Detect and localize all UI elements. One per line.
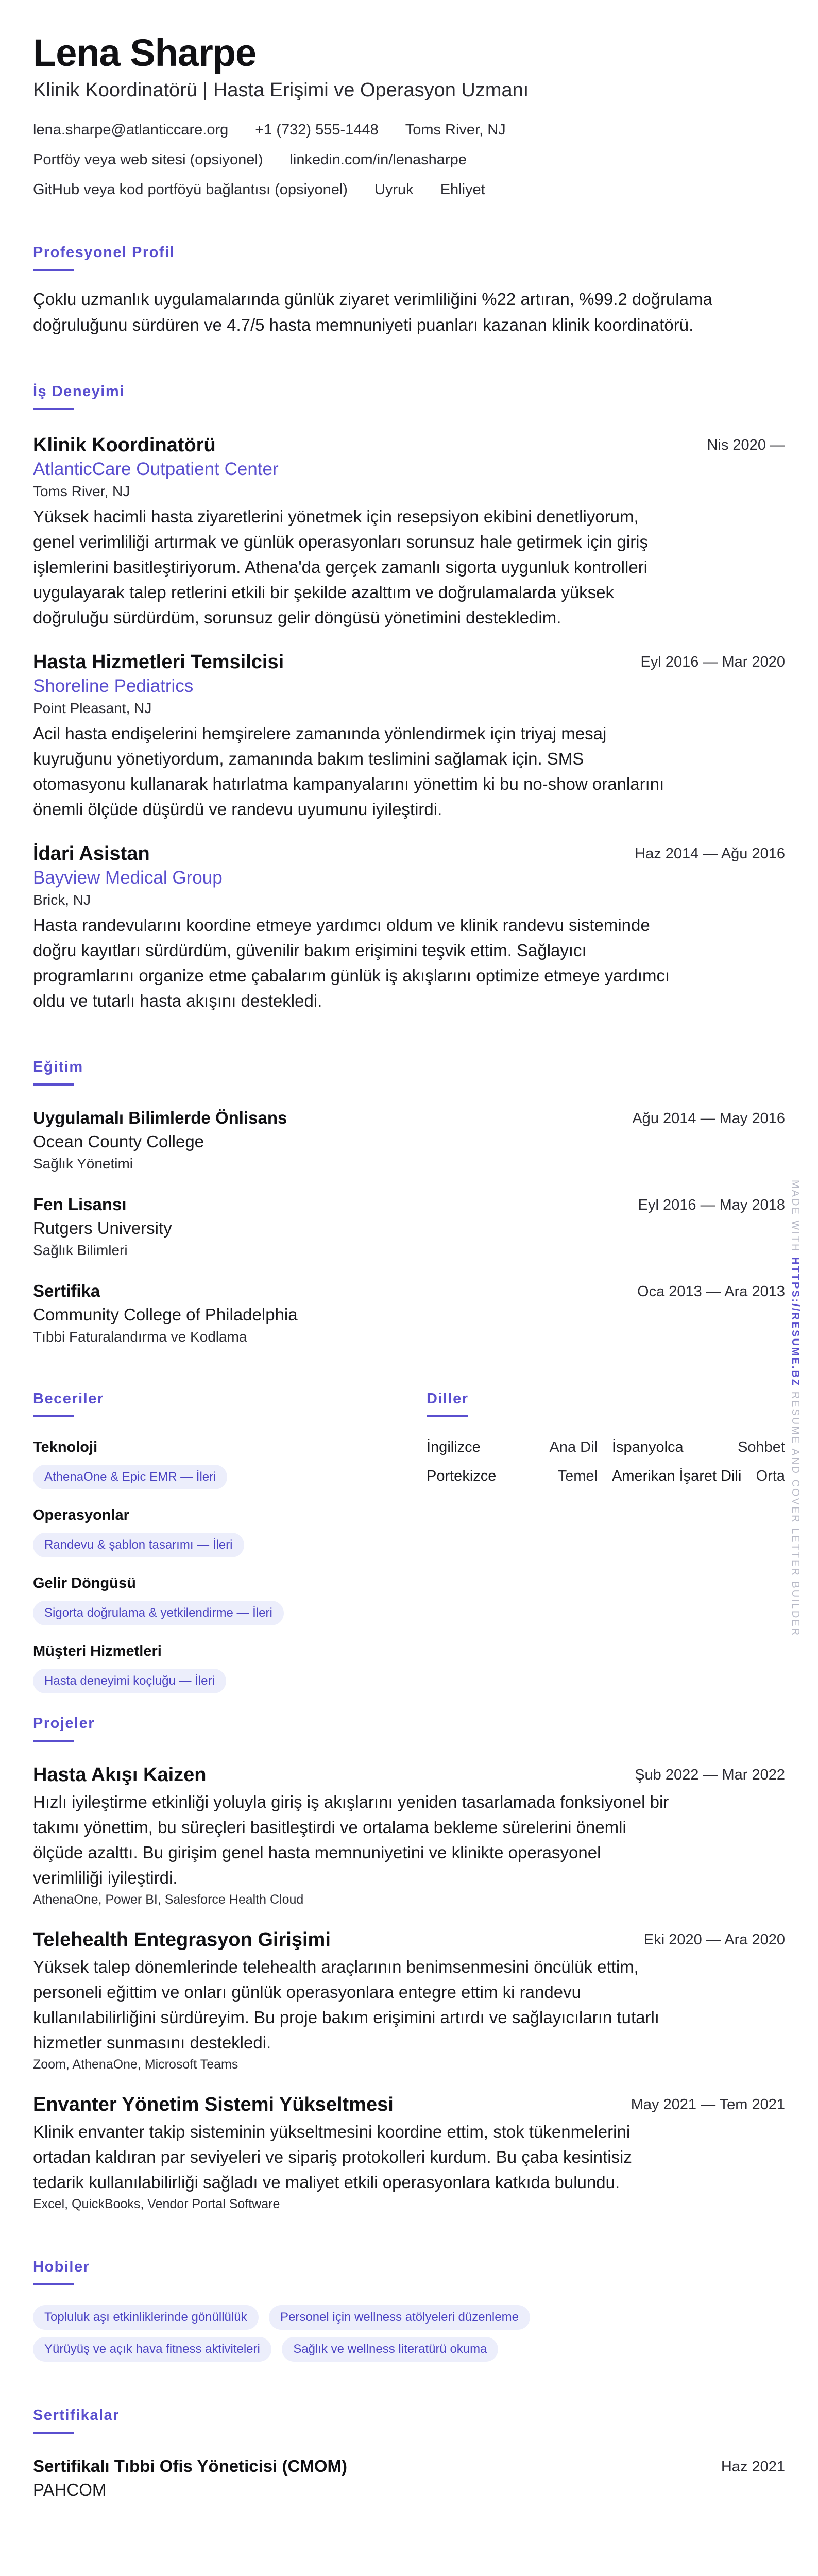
skill-pill: Sigorta doğrulama & yetkilendirme — İleri xyxy=(33,1601,284,1625)
education-school: Ocean County College xyxy=(33,1132,204,1151)
hobby-list xyxy=(33,2298,651,2362)
skill-category: Teknoloji xyxy=(33,1439,98,1455)
project-description: Klinik envanter takip sisteminin yükseltmesini koordine ettim, stok tükenmelerini ortadan kaldıran par seviyeleri ve sipariş protokolleri kurdum. Bu çaba kesintisiz tedarik kullanılabilirliği sağladı ve maliyet etkili operasyonlara katkıda bulundu. xyxy=(33,2122,632,2192)
skill-category: Müşteri Hizmetleri xyxy=(33,1643,162,1659)
hobby-pill: Topluluk aşı etkinliklerinde gönüllülük xyxy=(33,2305,259,2330)
section-title-skills: Beceriler xyxy=(33,1391,104,1407)
skill-group xyxy=(33,1437,414,1489)
certification-entry xyxy=(33,2454,785,2502)
certification-title: Sertifikalı Tıbbi Ofis Yöneticisi (CMOM) xyxy=(33,2456,347,2476)
resume-content xyxy=(33,31,785,2502)
job-employer: AtlanticCare Outpatient Center xyxy=(33,459,279,479)
experience-entry xyxy=(33,841,785,1013)
education-dates: Ağu 2014 — May 2016 xyxy=(632,1110,785,1127)
language-name: Portekizce xyxy=(427,1468,497,1484)
project-description: Hızlı iyileştirme etkinliği yoluyla giriş iş akışlarını yeniden tasarlamada fonksiyonel bir takımı yönettim, bu süreçleri basitleştirdi ve ortalama bekleme sürelerini önemli ölçüde azalttı. Bu girişim genel hasta memnuniyetini ve klinikte operasyonel verimliliği iyileştirdi. xyxy=(33,1792,669,1887)
hobbies-section xyxy=(33,2258,785,2362)
profile-summary: Çoklu uzmanlık uygulamalarında günlük ziyaret verimliliğini %22 artıran, %99.2 doğrulama doğruluğunu sürdüren ve 4.7/5 hasta memnuniyeti puanları kazanan klinik koordinatörü. xyxy=(33,290,712,334)
experience-section xyxy=(33,382,785,1013)
profile-section xyxy=(33,243,785,338)
education-dates: Eyl 2016 — May 2018 xyxy=(638,1197,785,1213)
education-school: Rutgers University xyxy=(33,1218,172,1238)
project-title: Envanter Yönetim Sistemi Yükseltmesi xyxy=(33,2094,394,2115)
contact-info xyxy=(33,120,785,200)
builder-watermark xyxy=(789,1180,802,1637)
contact-license: Ehliyet xyxy=(440,181,485,198)
skills-languages-row xyxy=(33,1389,785,1704)
hobby-pill: Sağlık ve wellness literatürü okuma xyxy=(282,2337,498,2362)
section-title-projects: Projeler xyxy=(33,1715,95,1732)
skill-pill: AthenaOne & Epic EMR — İleri xyxy=(33,1465,227,1489)
certification-issuer: PAHCOM xyxy=(33,2480,107,2499)
contact-website[interactable]: Portföy veya web sitesi (opsiyonel) xyxy=(33,151,263,168)
skill-group xyxy=(33,1505,414,1557)
project-description: Yüksek talep dönemlerinde telehealth araçlarının benimsenmesini öncülük ettim, personeli eğittim ve onları günlük operasyonlara entegre ettim ki randevu kullanılabilirliğini sürdüreyim. Bu proje bakım erişimini artırdı ve sağlayıcıların tutarlı hizmetler sunmasını destekledi. xyxy=(33,1957,659,2052)
languages-section xyxy=(427,1389,785,1493)
section-divider xyxy=(33,1740,74,1742)
education-field: Sağlık Yönetimi xyxy=(33,1156,133,1172)
skill-pill: Hasta deneyimi koçluğu — İleri xyxy=(33,1669,226,1693)
job-employer: Shoreline Pediatrics xyxy=(33,676,194,696)
candidate-name: Lena Sharpe xyxy=(33,31,257,74)
watermark-suffix: RESUME AND COVER LETTER BUILDER xyxy=(790,1391,801,1637)
project-dates: Şub 2022 — Mar 2022 xyxy=(635,1767,785,1783)
skills-section xyxy=(33,1389,414,1693)
section-title-experience: İş Deneyimi xyxy=(33,383,125,400)
candidate-headline: Klinik Koordinatörü | Hasta Erişimi ve Operasyon Uzmanı xyxy=(33,79,529,101)
contact-email[interactable]: lena.sharpe@atlanticcare.org xyxy=(33,122,229,138)
skill-category: Gelir Döngüsü xyxy=(33,1575,136,1591)
hobby-pill: Yürüyüş ve açık hava fitness aktiviteleri xyxy=(33,2337,271,2362)
language-level: Sohbet xyxy=(738,1439,785,1455)
projects-section xyxy=(33,1714,785,2213)
language-name: İspanyolca xyxy=(612,1439,684,1455)
job-location: Toms River, NJ xyxy=(33,483,130,499)
project-entry xyxy=(33,1927,785,2074)
job-description: Hasta randevularını koordine etmeye yardımcı oldum ve klinik randevu sisteminde doğru kayıtları sürdürdüm, güvenilir bakım erişimini teşvik ettim. Sağlayıcı programlarını organize etme çabalarım günlük iş akışlarını optimize etmeye yardımcı oldu ve tutarlı hasta akışını destekledi. xyxy=(33,916,670,1010)
job-description: Acil hasta endişelerini hemşirelere zamanında yönlendirmek için triyaj mesaj kuyruğunu yönetiyordum, zamanında bakım teslimini sağlamak için. SMS otomasyonu kullanarak hatırlatma kampanyalarını yönettim ki bu no-show oranlarını önemli ölçüde düşürdü ve randevu uyumunu iyileştirdi. xyxy=(33,724,664,819)
certifications-section xyxy=(33,2406,785,2502)
language-name: İngilizce xyxy=(427,1439,481,1455)
skill-category: Operasyonlar xyxy=(33,1507,129,1523)
job-employer: Bayview Medical Group xyxy=(33,868,223,888)
project-dates: Eki 2020 — Ara 2020 xyxy=(643,1931,785,1948)
hobby-pill: Personel için wellness atölyeleri düzenleme xyxy=(269,2305,530,2330)
skill-group xyxy=(33,1573,414,1625)
project-entry xyxy=(33,1762,785,1909)
section-title-education: Eğitim xyxy=(33,1059,83,1075)
education-entry xyxy=(33,1106,785,1174)
section-title-profile: Profesyonel Profil xyxy=(33,244,175,261)
project-dates: May 2021 — Tem 2021 xyxy=(630,2096,785,2113)
education-section xyxy=(33,1058,785,1347)
certification-date: Haz 2021 xyxy=(721,2459,785,2475)
project-tools: AthenaOne, Power BI, Salesforce Health Cloud xyxy=(33,1892,304,1907)
language-level: Orta xyxy=(756,1468,785,1484)
contact-github[interactable]: GitHub veya kod portföyü bağlantısı (opsiyonel) xyxy=(33,181,348,198)
experience-entry xyxy=(33,650,785,822)
job-description: Yüksek hacimli hasta ziyaretlerini yönetmek için resepsiyon ekibini denetliyorum, genel verimliliği artırmak ve günlük operasyonları sorunsuz hale getirmek için giriş işlemlerini basitleştiriyorum. Athena'da gerçek zamanlı sigorta uygunluk kontrolleri uygulayarak talep retlerini etkili bir şekilde azalttım ve doğrulamalarda yüksek doğruluğu sürdürdüm, sorunsuz gelir döngüsü yönetimini destekledim. xyxy=(33,507,649,627)
watermark-prefix: MADE WITH xyxy=(790,1180,801,1253)
project-tools: Zoom, AthenaOne, Microsoft Teams xyxy=(33,2057,238,2072)
section-divider xyxy=(33,408,74,410)
section-divider xyxy=(33,1083,74,1086)
project-tools: Excel, QuickBooks, Vendor Portal Software xyxy=(33,2197,280,2211)
education-degree: Uygulamalı Bilimlerde Önlisans xyxy=(33,1108,287,1127)
contact-nationality: Uyruk xyxy=(374,181,414,198)
job-dates: Haz 2014 — Ağu 2016 xyxy=(635,845,785,862)
experience-entry xyxy=(33,433,785,630)
skill-pill: Randevu & şablon tasarımı — İleri xyxy=(33,1533,244,1557)
section-title-languages: Diller xyxy=(427,1391,469,1407)
education-entry xyxy=(33,1279,785,1347)
skill-group xyxy=(33,1641,414,1693)
section-divider xyxy=(33,269,74,271)
job-location: Point Pleasant, NJ xyxy=(33,700,152,716)
job-title: İdari Asistan xyxy=(33,843,150,865)
section-divider xyxy=(33,2432,74,2434)
project-title: Telehealth Entegrasyon Girişimi xyxy=(33,1929,331,1951)
education-degree: Fen Lisansı xyxy=(33,1195,127,1214)
language-level: Temel xyxy=(557,1468,598,1484)
section-divider xyxy=(33,2283,74,2285)
education-entry xyxy=(33,1193,785,1261)
language-level: Ana Dil xyxy=(549,1439,598,1455)
language-name: Amerikan İşaret Dili xyxy=(612,1468,742,1484)
section-title-certifications: Sertifikalar xyxy=(33,2407,120,2424)
project-title: Hasta Akışı Kaizen xyxy=(33,1764,207,1786)
job-dates: Eyl 2016 — Mar 2020 xyxy=(640,654,785,670)
contact-location: Toms River, NJ xyxy=(405,122,506,138)
job-location: Brick, NJ xyxy=(33,892,91,908)
section-title-hobbies: Hobiler xyxy=(33,2259,90,2275)
project-entry xyxy=(33,2092,785,2213)
job-dates: Nis 2020 — xyxy=(707,437,785,453)
section-divider xyxy=(427,1415,468,1417)
section-divider xyxy=(33,1415,74,1417)
education-dates: Oca 2013 — Ara 2013 xyxy=(637,1283,785,1300)
education-degree: Sertifika xyxy=(33,1281,100,1300)
education-school: Community College of Philadelphia xyxy=(33,1305,298,1324)
education-field: Tıbbi Faturalandırma ve Kodlama xyxy=(33,1329,247,1345)
job-title: Hasta Hizmetleri Temsilcisi xyxy=(33,651,284,673)
contact-phone[interactable]: +1 (732) 555-1448 xyxy=(255,122,379,138)
job-title: Klinik Koordinatörü xyxy=(33,434,216,456)
contact-linkedin[interactable]: linkedin.com/in/lenasharpe xyxy=(289,151,467,168)
education-field: Sağlık Bilimleri xyxy=(33,1242,128,1258)
watermark-link[interactable]: HTTPS://RESUME.BZ xyxy=(790,1257,801,1387)
